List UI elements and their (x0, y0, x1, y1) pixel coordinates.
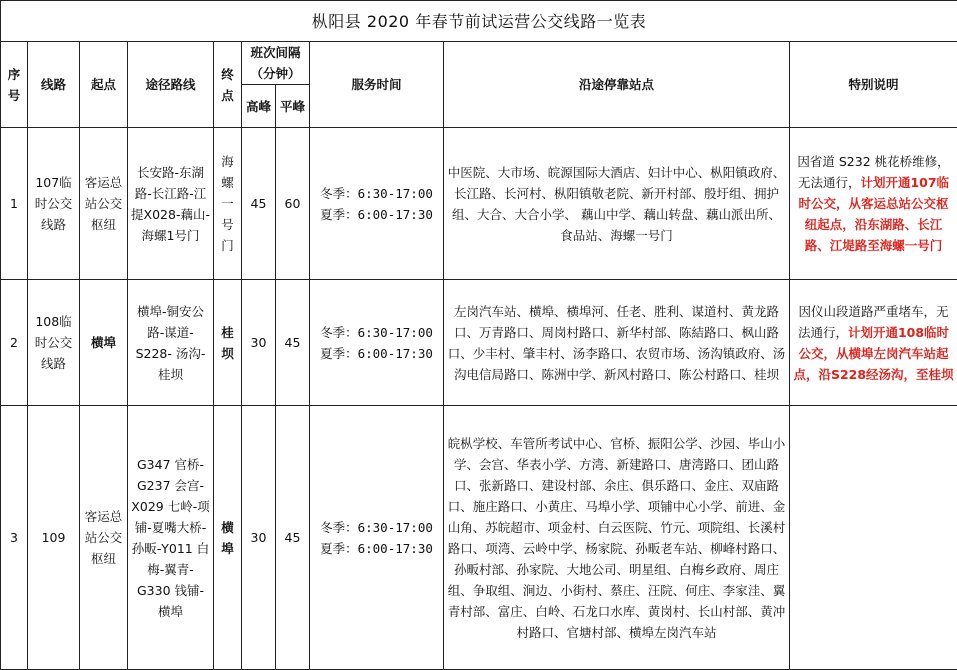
cell-peak: 30 (242, 406, 276, 670)
header-start: 起点 (80, 42, 128, 128)
header-offpeak: 平峰 (276, 85, 310, 128)
cell-stops: 皖枞学校、车管所考试中心、官桥、振阳公学、沙园、毕山小学、会宫、华表小学、方湾、新建路口、唐湾路口、团山路口、张新路口、建设村部、余庄、俱乐路口、金庄、双庙路口、施庄路口、小黄庄、马埠小学、项铺中心小学、前进、金山角、苏皖超市、项金村、白云医院、竹元、项院组、长溪村路口、项湾、云岭中学、杨家院、孙畈老车站、柳峰村路口、孙畈村部、孙家院、大地公司、明星组、白梅乡政府、周庄组、争取组、涧边、小街村、蔡庄、汪院、何庄、李家洼、翼青村部、富庄、白岭、石龙口水库、黄岗村、长山村部、黄冲村路口、官塘村部、横埠左岗汽车站 (444, 406, 790, 670)
service-summer: 夏季：6:00-17:30 (313, 343, 440, 364)
note-plain: 因省道 S232 桃花桥维修，无法通行， (797, 154, 949, 190)
header-peak: 高峰 (242, 85, 276, 128)
service-winter: 冬季：6:30-17:00 (313, 183, 440, 204)
cell-line: 107临时公交线路 (28, 128, 80, 280)
table-row (1, 128, 957, 280)
cell-start: 客运总站公交枢纽 (80, 128, 128, 280)
cell-offpeak: 45 (276, 406, 310, 670)
cell-note (790, 128, 957, 280)
cell-offpeak: 60 (276, 128, 310, 280)
header-seq: 序号 (1, 42, 28, 128)
table-row (1, 406, 957, 670)
header-stops: 沿途停靠站点 (444, 42, 790, 128)
header-route: 途径路线 (128, 42, 214, 128)
table-title: 枞阳县 2020 年春节前试运营公交线路一览表 (1, 1, 957, 42)
cell-route: 横埠-铜安公路-谋道-S228- 汤沟-桂坝 (128, 280, 214, 406)
cell-offpeak: 45 (276, 280, 310, 406)
cell-note (790, 280, 957, 406)
cell-stops: 中医院、大市场、皖源国际大酒店、妇计中心、枞阳镇政府、长江路、长河村、枞阳镇敬老院、新开村部、殷圩组、拥护组、大合、大合小学、 藕山中学、藕山转盘、藕山派出所、食品站、海螺一号门 (444, 128, 790, 280)
header-interval: 班次间隔（分钟） (242, 42, 310, 85)
cell-note (790, 406, 957, 670)
note-highlight: 计划开通108临时公交，从横埠左岗汽车站起点，沿S228经汤沟，至桂坝 (793, 325, 953, 382)
service-summer: 夏季：6:00-17:30 (313, 204, 440, 225)
cell-seq: 3 (1, 406, 28, 670)
cell-seq: 2 (1, 280, 28, 406)
cell-line: 108临时公交线路 (28, 280, 80, 406)
service-winter: 冬季：6:30-17:00 (313, 322, 440, 343)
header-notes: 特别说明 (790, 42, 957, 128)
service-winter: 冬季：6:30-17:00 (313, 517, 440, 538)
table-row (1, 280, 957, 406)
cell-peak: 45 (242, 128, 276, 280)
service-summer: 夏季：6:00-17:30 (313, 538, 440, 559)
note-plain: 因仪山段道路严重堵车，无法通行， (798, 304, 949, 340)
cell-peak: 30 (242, 280, 276, 406)
cell-seq: 1 (1, 128, 28, 280)
header-line: 线路 (28, 42, 80, 128)
cell-start: 横埠 (80, 280, 128, 406)
cell-terminus: 横埠 (214, 406, 242, 670)
cell-line: 109 (28, 406, 80, 670)
cell-route: 长安路-东湖路-长江路-江提X028-藕山-海螺1号门 (128, 128, 214, 280)
cell-route: G347 官桥-G237 会宫-X029 七岭-项铺-夏嘴大桥-孙畈-Y011 白梅-翼青-G330 钱铺-横埠 (128, 406, 214, 670)
cell-service-time (310, 280, 444, 406)
cell-stops: 左岗汽车站、横埠、横埠河、任老、胜利、谋道村、黄龙路口、万青路口、周岗村路口、新华村部、陈結路口、枫山路口、少丰村、肇丰村、汤李路口、农贸市场、汤沟镇政府、汤沟电信局路口、陈洲中学、新风村路口、陈公村路口、桂坝 (444, 280, 790, 406)
header-service-time: 服务时间 (310, 42, 444, 128)
cell-service-time (310, 406, 444, 670)
cell-start: 客运总站公交枢纽 (80, 406, 128, 670)
cell-service-time (310, 128, 444, 280)
header-terminus: 终点 (214, 42, 242, 128)
cell-terminus: 桂坝 (214, 280, 242, 406)
note-highlight: 计划开通107临时公交，从客运总站公交枢纽起点，沿东湖路、长江路、江堤路至海螺一号门 (798, 175, 949, 253)
cell-terminus: 海螺一号门 (214, 128, 242, 280)
